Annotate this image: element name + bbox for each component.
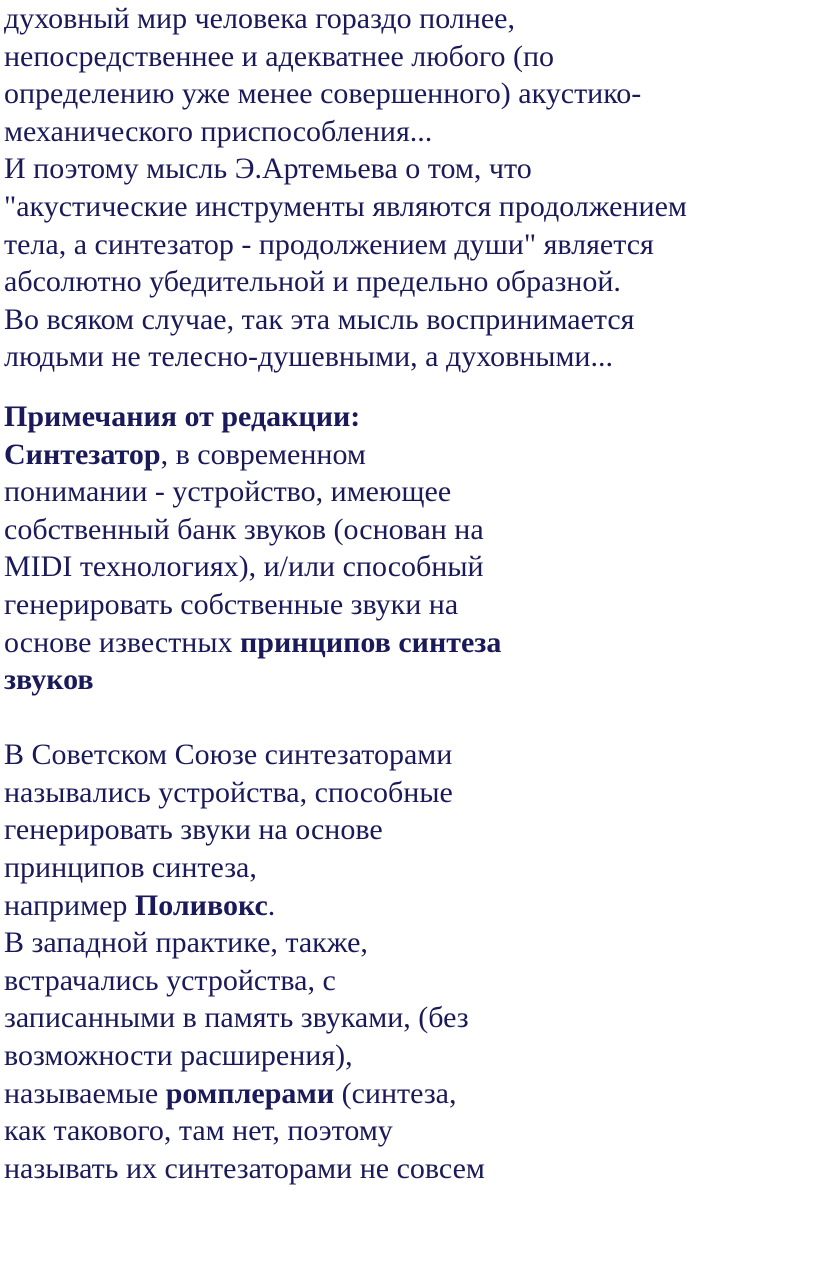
text-line	[4, 1075, 816, 1113]
text-line	[4, 624, 816, 662]
editor-notes	[4, 398, 816, 699]
text-line: Во всяком случае, так эта мысль воспринимается	[4, 302, 635, 336]
text-fragment: .	[267, 888, 276, 922]
text-fragment: (синтеза,	[334, 1076, 457, 1110]
text-line: называть их синтезаторами не совсем	[4, 1151, 485, 1185]
notes-heading: Примечания от редакции:	[4, 399, 361, 433]
text-line: "акустические инструменты являются продолжением	[4, 189, 687, 223]
text-line: механического приспособления...	[4, 114, 433, 148]
paragraph-gap	[4, 376, 816, 398]
text-line: непосредственнее и адекватнее любого (по	[4, 39, 555, 73]
text-fragment: , в современном	[160, 437, 366, 471]
text-line	[4, 436, 816, 474]
text-line: встрачались устройства, с	[4, 963, 336, 997]
term-romplers: ромплерами	[165, 1076, 335, 1110]
paragraph-soviet	[4, 736, 816, 1187]
term-synthesis-principles: принципов синтеза	[240, 625, 502, 659]
text-line	[4, 887, 816, 925]
text-line: людьми не телесно-душевными, а духовными...	[4, 340, 613, 374]
text-line: записанными в память звуками, (без	[4, 1001, 469, 1035]
text-line: собственный банк звуков (основан на	[4, 512, 484, 546]
blank-line	[4, 699, 816, 737]
text-fragment: основе известных	[4, 625, 241, 659]
text-fragment: например	[4, 888, 135, 922]
text-line: как такового, там нет, поэтому	[4, 1114, 393, 1148]
text-line: В западной практике, также,	[4, 926, 368, 960]
text-line: назывались устройства, способные	[4, 775, 453, 809]
term-synthesizer: Синтезатор	[4, 437, 161, 471]
text-line: понимании - устройство, имеющее	[4, 475, 452, 509]
text-line: возможности расширения),	[4, 1039, 353, 1073]
text-line: определению уже менее совершенного) акустико-	[4, 77, 642, 111]
text-line: абсолютно убедительной и предельно образной.	[4, 265, 621, 299]
text-line: генерировать собственные звуки на	[4, 587, 459, 621]
text-line: духовный мир человека гораздо полнее,	[4, 2, 515, 35]
paragraph-main	[4, 0, 816, 376]
text-line: MIDI технологиях), и/или способный	[4, 550, 484, 584]
text-line: тела, а синтезатор - продолжением души" является	[4, 227, 654, 261]
text-line: принципов синтеза,	[4, 851, 257, 885]
term-sounds: звуков	[4, 663, 94, 697]
text-fragment: называемые	[4, 1076, 166, 1110]
text-line: В Советском Союзе синтезаторами	[4, 738, 453, 772]
text-line: И поэтому мысль Э.Артемьева о том, что	[4, 152, 532, 186]
text-line: генерировать звуки на основе	[4, 813, 383, 847]
term-polivoks: Поливокс	[134, 888, 268, 922]
